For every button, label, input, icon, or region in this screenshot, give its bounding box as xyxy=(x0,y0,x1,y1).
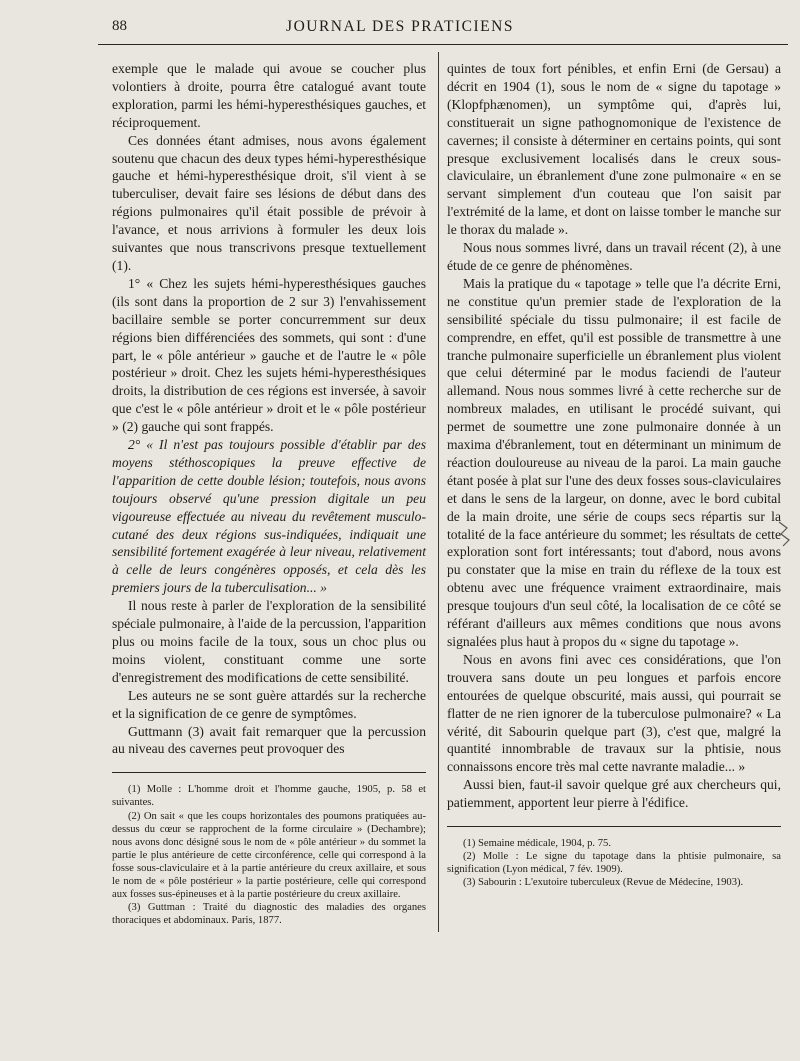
paragraph: Les auteurs ne se sont guère attardés sur la recherche et la signification de ce genre de symptômes. xyxy=(112,687,426,721)
paragraph: Mais la pratique du « tapotage » telle que l'a décrite Erni, ne constitue qu'un premier stade de l'exploration de la sensibilité spéciale du tissu pulmonaire; il est facile de comprendre, en effet, qu'il est possible de transmettre à une tranche pulmonaire superficielle un ébranlement plus violent que celui déterminé par le modus faciendi de l'auteur allemand. Nous nous sommes livré à cette recherche sur de nombreux malades, en utilisant le procédé suivant, qui permet de soumettre une zone pulmonaire donnée à un maxima d'ébranlement, tout en déterminant un minimum de réaction douloureuse au niveau de la paroi. La main gauche étant posée à plat sur l'une des deux fosses sous-claviculaires et dans le sens de la largeur, on donne, avec le bord cubital de la main droite, une série de coups secs répartis sur la totalité de la face antérieure du sommet; les résultats de cette exploration sont fort intéressants; tout d'abord, nous avons pu constater que la mise en train du réflexe de la toux est obtenu avec une fréquence vraiment extraordinaire, mais presque toujours d'un seul côté, la localisation de ce côté se référant d'ailleurs aux mêmes conditions que nous avons signalées plus haut à propos du « signe du tapotage ». xyxy=(447,275,781,649)
paragraph: Aussi bien, faut-il savoir quelque gré aux chercheurs qui, patiemment, apportent leur pierre à l'édifice. xyxy=(447,777,781,811)
footnote: (3) Sabourin : L'exutoire tuberculeux (Revue de Médecine, 1903). xyxy=(463,877,744,889)
quoted-law: 2° « Il n'est pas toujours possible d'établir par des moyens stéthoscopiques la preuve effective de l'apparition de cette double lésion; toutefois, nous avons toujours observé qu'une pression digitale un peu vigoureuse effectuée au niveau du revêtement musculo-cutané des deux régions sus-indiquées, indiquait une sensibilité fortement exagérée à leur niveau, relativement à celle de leurs congénères opposés, et cela dès les premiers jours de la tuberculisation... » xyxy=(112,437,426,596)
journal-title: JOURNAL DES PRATICIENS xyxy=(286,18,514,35)
paragraph: Il nous reste à parler de l'exploration de la sensibilité spéciale pulmonaire, à l'aide de la percussion, l'apparition plus ou moins facile de la toux, sous un choc plus ou moins violent, constituant comme une sorte d'enregistrement des modifications de cette sensibilité. xyxy=(112,598,426,685)
footnote: (3) Guttman : Traité du diagnostic des maladies des organes thoraciques et abdominaux. Paris, 1877. xyxy=(112,902,426,927)
footnote: (1) Molle : L'homme droit et l'homme gauche, 1905, p. 58 et suivantes. xyxy=(112,784,426,809)
footnote: (1) Semaine médicale, 1904, p. 75. xyxy=(463,838,611,850)
paragraph: Ces données étant admises, nous avons également soutenu que chacun des deux types hémi-hyperesthésique gauche et hémi-hyperesthésique droit, s'il vient à se tuberculiser, devait faire ses lésions de début dans des régions pulmonaires qu'il était possible de prévoir à l'avance, et nous arrivions à formuler les deux lois suivantes que nous transcrivons presque textuellement (1). xyxy=(112,132,426,273)
left-column xyxy=(112,60,426,927)
paragraph: exemple que le malade qui avoue se coucher plus volontiers à droite, pourra être catalogué avant toute exploration, parmi les hémi-hyperesthésiques gauches, et réciproquement. xyxy=(112,61,426,130)
paragraph: 1° « Chez les sujets hémi-hyperesthésiques gauches (ils sont dans la proportion de 2 sur 3) l'envahissement bacillaire semble se porter concurremment sur deux régions bien différenciées des sommets, qui sont : d'une part, le « pôle antérieur » gauche et de l'autre le « pôle postérieur » droit. Chez les sujets hémi-hyperesthésiques droits, la distribution de ces régions est inversée, à savoir que c'est le « pôle antérieur » droit et le « pôle postérieur » (2) gauche qui sont frappés. xyxy=(112,275,426,435)
page-number: 88 xyxy=(112,18,127,34)
paragraph: Guttmann (3) avait fait remarquer que la percussion au niveau des cavernes peut provoquer des xyxy=(112,723,426,757)
footnote-rule xyxy=(112,772,426,773)
paragraph: Nous nous sommes livré, dans un travail récent (2), à une étude de ce genre de phénomènes. xyxy=(447,240,781,273)
footnote: (2) Molle : Le signe du tapotage dans la phtisie pulmonaire, sa signification (Lyon médical, 7 fév. 1909). xyxy=(447,851,781,876)
right-column xyxy=(447,60,781,889)
footnote: (2) On sait « que les coups horizontales des poumons pratiquées au-dessus du cœur se rapprochent de la forme circulaire » (Dechambre); nous avons donc désigné sous le nom de « pôle antérieur » du sommet la partie le plus antérieure de cette circonférence, celle qui correspond à la fosse sous-claviculaire et à la partie antérieure du creux axillaire, et sous le nom de « pôle postérieur » la partie postérieure, celle qui correspond aux fosses sus-épineuses et à la partie postérieure du creux axillaire. xyxy=(112,810,426,901)
page-header xyxy=(0,18,800,42)
paragraph: Nous en avons fini avec ces considérations, que l'on trouvera sans doute un peu longues et parfois encore entourées de quelque obscurité, mais aussi, qui pourrait se flatter de ne rien ignorer de la tuberculose pulmonaire? « La vérité, dit Sabourin quelque part (3), c'est que, malgré la quantité innombrable de travaux sur la phtisie, nous connaissons encore très mal cette navrante maladie... » xyxy=(447,651,781,775)
header-rule xyxy=(98,44,788,45)
footnote-rule xyxy=(447,826,781,827)
column-divider xyxy=(438,52,439,932)
margin-mark xyxy=(775,520,795,548)
paragraph: quintes de toux fort pénibles, et enfin Erni (de Gersau) a décrit en 1904 (1), sous le nom de « signe du tapotage » (Klopfphænomen), un symptôme qui, d'après lui, constituerait un signe pathognomonique de l'existence de cavernes; il consiste à déterminer en certains points, qui sont presque exclusivement localisés dans le creux sous-claviculaire, un ébranlement d'une zone pulmonaire « en se servant simplement d'un couteau que l'on saisit par l'extrémité de la lame, et dont on laisse tomber le manche sur le thorax du malade ». xyxy=(447,61,781,238)
